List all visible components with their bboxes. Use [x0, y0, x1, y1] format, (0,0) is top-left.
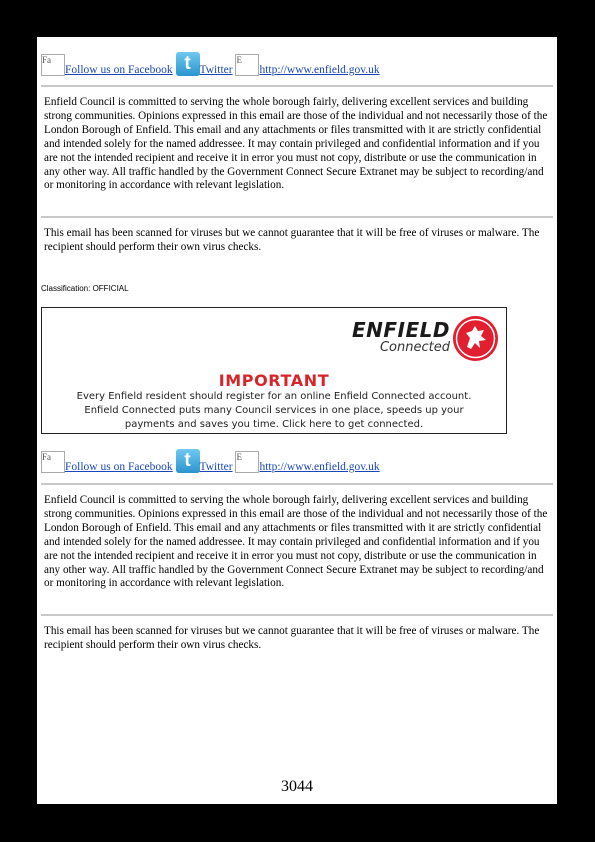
- disclaimer-text: Enfield Council is committed to serving the whole borough fairly, delivering excellent services and building strong communities. Opinions expressed in this email are those of the individual and not necessarily those of the London Borough of Enfield. This email and any attachments or files transmitted with it are strictly confidential and intended solely for the named addressee. It may contain privileged and confidential information and if you are not the intended recipient and receive it in error you must not copy, distribute or use the communication in any other way. All traffic handled by the Government Connect Secure Extranet may be subject to recording/and or monitoring in accordance with relevant legislation.: [44, 494, 548, 590]
- virus-notice-text: This email has been scanned for viruses but we cannot guarantee that it will be free of viruses or malware. The recipient should perform their own virus checks.: [44, 625, 540, 651]
- social-links-row: [41, 52, 380, 78]
- separator: [41, 85, 553, 87]
- twitter-icon[interactable]: t: [176, 449, 200, 473]
- facebook-link[interactable]: Follow us on Facebook: [65, 461, 173, 473]
- twitter-link[interactable]: Twitter: [199, 64, 233, 76]
- separator: [41, 216, 553, 218]
- dragon-logo-icon: [453, 316, 498, 361]
- virus-notice-text: This email has been scanned for viruses but we cannot guarantee that it will be free of viruses or malware. The recipient should perform their own virus checks.: [44, 227, 540, 253]
- facebook-icon[interactable]: Fa: [41, 451, 65, 473]
- enfield-connected-logo: [352, 318, 450, 355]
- disclaimer-text: Enfield Council is committed to serving the whole borough fairly, delivering excellent services and building strong communities. Opinions expressed in this email are those of the individual and not necessarily those of the London Borough of Enfield. This email and any attachments or files transmitted with it are strictly confidential and intended solely for the named addressee. It may contain privileged and confidential information and if you are not the intended recipient and receive it in error you must not copy, distribute or use the communication in any other way. All traffic handled by the Government Connect Secure Extranet may be subject to recording/and or monitoring in accordance with relevant legislation.: [44, 96, 548, 192]
- banner-line-1: Every Enfield resident should register for an online Enfield Connected account.: [76, 391, 472, 402]
- brand-sub: Connected: [379, 340, 450, 355]
- facebook-icon[interactable]: Fa: [41, 54, 65, 76]
- page-number: 3044: [281, 778, 313, 795]
- website-link[interactable]: http://www.enfield.gov.uk: [259, 461, 380, 473]
- brand-name: ENFIELD: [351, 318, 450, 342]
- classification-label: Classification: OFFICIAL: [41, 284, 129, 293]
- website-link[interactable]: http://www.enfield.gov.uk: [259, 64, 380, 76]
- social-links-row: [41, 449, 380, 475]
- twitter-icon[interactable]: t: [176, 52, 200, 76]
- facebook-link[interactable]: Follow us on Facebook: [65, 64, 173, 76]
- twitter-link[interactable]: Twitter: [199, 461, 233, 473]
- banner-line-3[interactable]: payments and saves you time. Click here to get connected.: [124, 419, 424, 430]
- enfield-logo-icon[interactable]: E: [235, 451, 259, 473]
- document-page: [37, 37, 557, 804]
- separator: [41, 614, 553, 616]
- enfield-connected-banner[interactable]: [41, 307, 507, 434]
- separator: [41, 483, 553, 485]
- enfield-logo-icon[interactable]: E: [235, 54, 259, 76]
- important-heading: IMPORTANT: [218, 371, 330, 390]
- banner-line-2: Enfield Connected puts many Council services in one place, speeds up your: [84, 405, 464, 416]
